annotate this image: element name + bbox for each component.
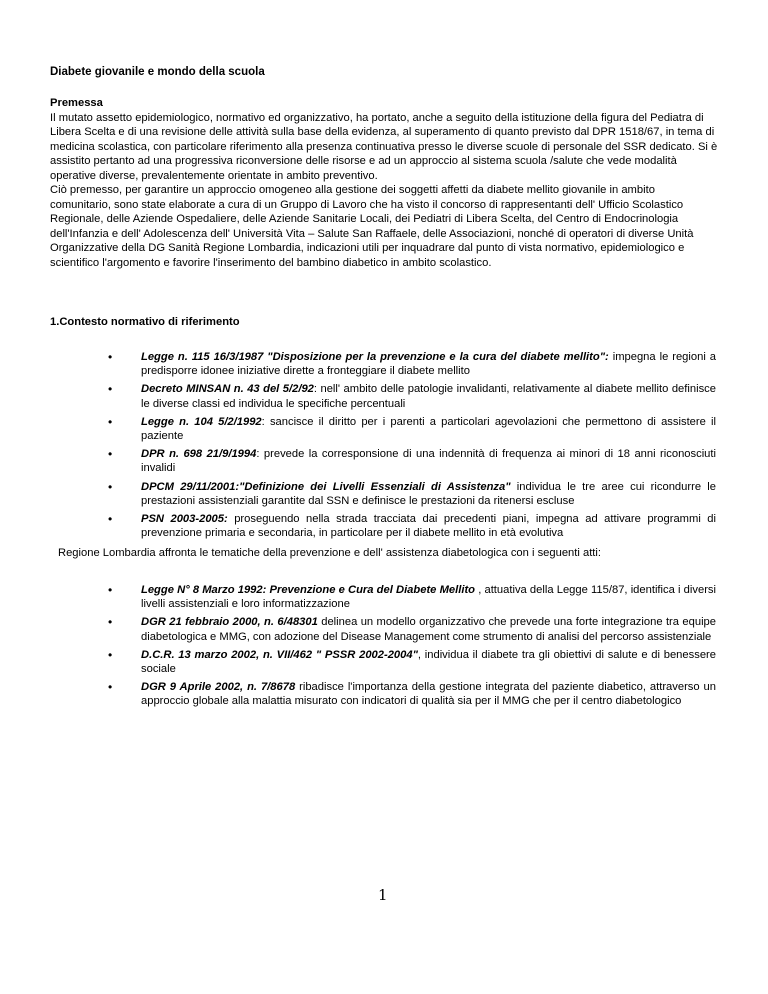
premessa-paragraph-2: Ciò premesso, per garantire un approccio omogeneo alla gestione dei soggetti affetti da diabete mellito giovanile in ambito comunitario, sono state elaborate a cura di un Gruppo di Lavoro che ha visto il concorso di rappresentanti dell' Ufficio Scolastico Regionale, delle Aziende Ospedaliere, delle Aziende Sanitarie Locali, dei Pediatri di Libera Scelta, del Centro di Endocrinologia dell'Infanzia e dell' Adolescenza dell' Università Vita – Salute San Raffaele, delle Associazioni, nonché di operatori di diverse Unità Organizzative della DG Sanità Regione Lombardia, indicazioni utili per inquadrare dal punto di vista normativo, epidemiologico e scientifico l'argomento e favorire l'inserimento del bambino diabetico in ambito scolastico. <box>50 184 694 269</box>
law-title: DPR n. 698 21/9/1994 <box>141 448 257 461</box>
national-law-list <box>108 350 716 544</box>
regione-intro: Regione Lombardia affronta le tematiche della prevenzione e dell' assistenza diabetologica con i seguenti atti: <box>58 547 602 559</box>
law-description: : sancisce il diritto per i parenti a particolari agevolazioni che permettono di assistere il paziente <box>141 415 716 443</box>
act-title: DGR 21 febbraio 2000, n. 6/48301 <box>141 616 318 629</box>
act-title: Legge N° 8 Marzo 1992: Prevenzione e Cura del Diabete Mellito <box>141 584 476 596</box>
list-item <box>108 648 716 676</box>
list-item <box>108 350 716 378</box>
act-description: delinea un modello organizzativo che prevede una forte integrazione tra equipe diabetologica e MMG, con adozione del Disease Management come strumento di analisi del percorso assistenziale <box>141 616 716 643</box>
premessa-section <box>50 96 718 270</box>
law-title: Legge n. 104 5/2/1992 <box>141 415 262 428</box>
page-number: 1 <box>378 886 388 904</box>
document-title: Diabete giovanile e mondo della scuola <box>50 66 265 78</box>
list-item <box>108 415 716 443</box>
section-heading: 1.Contesto normativo di riferimento <box>50 316 240 328</box>
premessa-paragraph-1: Il mutato assetto epidemiologico, normativo ed organizzativo, ha portato, anche a seguito della istituzione della figura del Pediatra di Libera Scelta e di una revisione delle attività sulla base della evidenza, al superamento di quanto previsto dal DPR 1518/67, in tema di medicina scolastica, con particolare riferimento alla presenza continuativa presso le diverse scuole di personale del SSR dedicato. Si è assistito pertanto ad una progressiva riconversione delle risorse e ad un approccio al sistema scuola /salute che vede modalità operative diverse, prevalentemente orientate in ambito preventivo. <box>50 111 718 182</box>
law-description: individua le tre aree cui ricondurre le prestazioni assistenziali garantite dal SSN e definisce le prestazioni da ritenersi escluse <box>141 480 716 507</box>
act-title: DGR 9 Aprile 2002, n. 7/8678 <box>141 681 296 694</box>
act-description: , individua il diabete tra gli obiettivi di salute e di benessere sociale <box>141 648 716 676</box>
list-item <box>108 680 716 708</box>
list-item <box>108 583 716 611</box>
list-item <box>108 512 716 540</box>
law-title: PSN 2003-2005: <box>141 513 228 526</box>
law-title: DPCM 29/11/2001:"Definizione dei Livelli Essenziali di Assistenza" <box>141 480 511 493</box>
act-description: , attuativa della Legge 115/87, identifica i diversi livelli assistenziali e loro informatizzazione <box>141 584 717 611</box>
list-item <box>108 382 716 410</box>
act-description: ribadisce l'importanza della gestione integrata del paziente diabetico, attraverso un approccio globale alla malattia misurato con indicatori di qualità sia per il MMG che per il centro diabetologico <box>141 681 716 708</box>
law-description: impegna le regioni a predisporre idonee iniziative dirette a fronteggiare il diabete mellito <box>141 351 716 378</box>
act-title: D.C.R. 13 marzo 2002, n. VII/462 " PSSR 2002-2004" <box>141 648 418 661</box>
regional-act-list <box>108 583 716 713</box>
law-title: Legge n. 115 16/3/1987 "Disposizione per la prevenzione e la cura del diabete mellito": <box>141 351 609 363</box>
law-description: : nell' ambito delle patologie invalidanti, relativamente al diabete mellito definisce le diverse classi ed individua le specifiche percentuali <box>141 383 716 410</box>
law-description: proseguendo nella strada tracciata dai precedenti piani, impegna ad attivare programmi di prevenzione primaria e secondaria, in particolare per il diabete mellito in età evolutiva <box>141 513 716 540</box>
law-description: : prevede la corresponsione di una indennità di frequenza ai minori di 18 anni riconosciuti invalidi <box>141 448 717 475</box>
list-item <box>108 447 716 475</box>
law-title: Decreto MINSAN n. 43 del 5/2/92 <box>141 383 314 396</box>
list-item <box>108 480 716 508</box>
premessa-heading: Premessa <box>50 97 103 109</box>
list-item <box>108 615 716 643</box>
